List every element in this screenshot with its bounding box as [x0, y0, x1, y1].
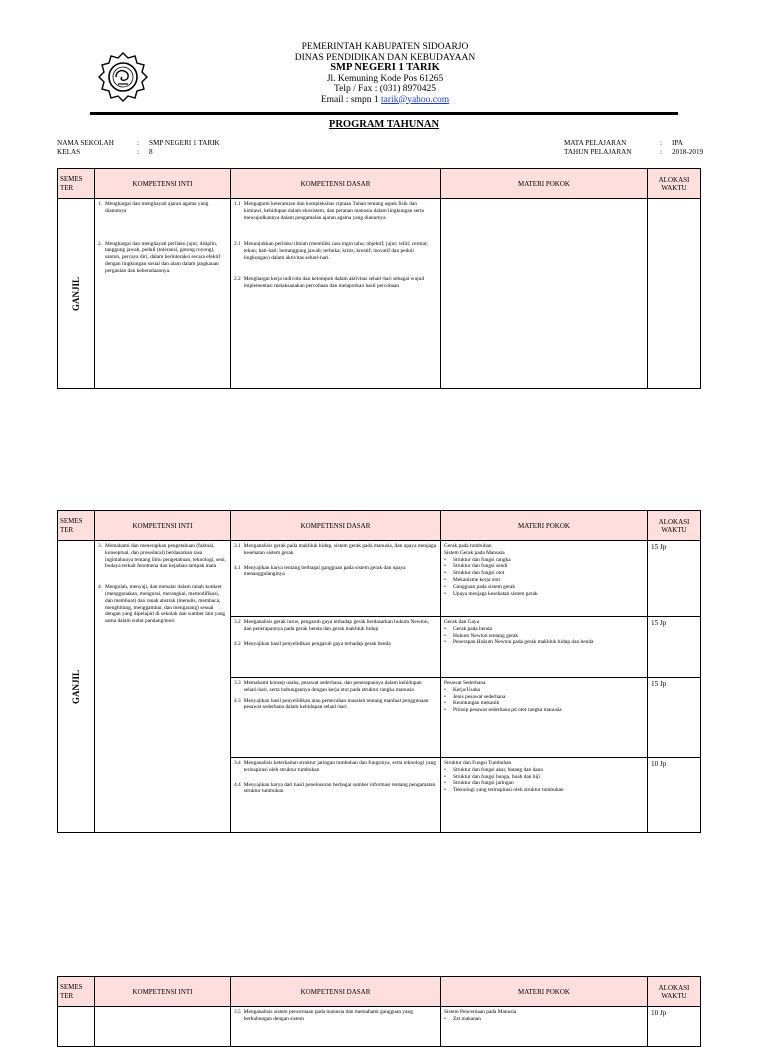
alokasi-cell: 15 Jp: [648, 617, 701, 678]
header-materi: MATERI POKOK: [441, 511, 648, 541]
kd-cell: [231, 541, 441, 617]
header-ki: KOMPETENSI INTI: [95, 977, 231, 1007]
kd-item: 4.2 Menyajikan hasil penyelidikan pengaruh gaya terhadap gerak benda: [234, 640, 391, 647]
materi-heading: Sistem Gerak pada Manusia: [444, 549, 505, 556]
materi-item: • Struktur dan fungsi akar, batang dan daun: [444, 766, 544, 773]
materi-item: • Struktur dan fungsi sendi: [444, 563, 508, 570]
meta-school-row: [57, 139, 220, 148]
meta-left: [57, 139, 220, 157]
kd-cell: [231, 1007, 441, 1047]
header-ki: KOMPETENSI INTI: [95, 169, 231, 199]
letterhead-school: SMP NEGERI 1 TARIK: [330, 62, 440, 73]
kd-item: 3.4 Menganalisis keterkaitan struktur jaringan tumbuhan dan fungsinya, serta teknologi yang terinspirasi oleh struktur tumbuhan: [234, 760, 436, 773]
kd-cell: [231, 758, 441, 833]
table-row: [58, 1007, 701, 1047]
kd-item: 1.1 Mengagumi keteraturan dan kompleksitas ciptaan Tuhan tentang aspek fisik dan kimiawi, kehidupan dalam ekosistem, dan peranan manusia dalam lingkungan serta mewujudkannya dalam pengamalan ajaran agama yang dianutnya: [234, 201, 424, 221]
ki-cell: [95, 199, 231, 389]
header-semester: SEMES TER: [58, 977, 95, 1007]
meta-class-label: KELAS: [57, 148, 81, 156]
meta-sep: :: [137, 139, 139, 147]
materi-item: • Hukum Newton tentang gerak: [444, 632, 519, 639]
meta-year-value: 2018-2019: [672, 148, 704, 156]
materi-item: • Penerapan Hukum Newton pada gerak makhluk hidup dan benda: [444, 639, 594, 646]
semester-cell: [58, 199, 95, 389]
meta-subject-row: [564, 139, 703, 148]
ki-item: 3. Memahami dan menerapkan pengetahuan (faktual, konseptual, dan prosedural) berdasarkan rasa ingintahunya tentang ilmu pengetahuan, teknologi, seni, budaya terkait fenomena dan kejadian tampak mata: [98, 543, 227, 570]
ki-item: 4. Mengolah, menyaji, dan menalar dalam ranah konkret (menggunakan, mengurai, merangkai, memodifikasi, dan membuat) dan ranah abstrak (menulis, membaca, menghitung, menggambar, dan mengarang) sesuai dengan yang dipelajari di sekolah dan sumber lain yang sama dalam sudut pandang/teori: [98, 584, 226, 625]
kd-item: 2.1 Menunjukkan perilaku ilmiah (memiliki rasa ingin tahu; objektif; jujur; teliti; cermat; tekun; hati-hati; bertanggung jawab; terbuka; kritis; kreatif; inovatif dan peduli lingkungan) dalam aktivitas sehari-hari.: [234, 241, 428, 261]
semester-cell: [58, 541, 95, 833]
meta-subject-value: IPA: [672, 139, 683, 147]
meta-right: [564, 139, 703, 157]
alokasi-cell: [648, 199, 701, 389]
semester-cell: [58, 1007, 95, 1047]
program-table-3: [57, 976, 701, 1047]
table-header-row: [58, 977, 701, 1007]
ki-cell: [95, 1007, 231, 1047]
regency-emblem-logo: [98, 52, 148, 102]
materi-heading: Pesawat Sederhana: [444, 680, 486, 686]
letterhead-divider: [90, 112, 678, 115]
table-row: [58, 541, 701, 617]
kd-item: 3.2 Menganalisis gerak lurus, pengaruh gaya terhadap gerak berdasarkan hukum Newton, dan penerapannya pada gerak benda dan gerak makhluk hidup: [234, 619, 429, 632]
alokasi-cell: 15 Jp: [648, 678, 701, 758]
materi-item: • Mekanisme kerja otot: [444, 576, 501, 583]
materi-item: • Kerja/Usaha: [444, 686, 480, 693]
header-semester: SEMES TER: [58, 511, 95, 541]
header-alokasi: ALOKASI WAKTU: [648, 977, 701, 1007]
materi-cell: [441, 758, 648, 833]
program-table-2: [57, 510, 701, 833]
materi-item: • Upaya menjaga kesehatan sistem gerak: [444, 590, 538, 597]
alokasi-cell: 10 Jp: [648, 758, 701, 833]
materi-item: • Prinsip pesawat sederhana pd otot rangka manusia: [444, 707, 562, 714]
meta-school-value: SMP NEGERI 1 TARIK: [149, 139, 220, 147]
meta-year-row: [564, 148, 703, 157]
alokasi-cell: 10 Jp: [648, 1007, 701, 1047]
meta-class-value: 8: [149, 148, 153, 156]
materi-heading: Struktur dan Fungsi Tumbuhan: [444, 760, 512, 766]
header-kd: KOMPETENSI DASAR: [231, 169, 441, 199]
kd-item: 4.1 Menyajikan karya tentang berbagai gangguan pada sistem gerak dan upaya menanggulanginya: [234, 564, 406, 578]
kd-cell: [231, 617, 441, 678]
letterhead-phone: Telp / Fax : (031) 8970425: [334, 84, 436, 94]
materi-item: • Keuntungan mekanik: [444, 700, 500, 707]
letterhead-address: Jl. Kemuning Kode Pos 61265: [326, 73, 444, 84]
meta-sep: :: [660, 148, 662, 156]
table-header-row: [58, 169, 701, 199]
materi-item: • Gerak pada benda: [444, 625, 492, 632]
kd-item: 4.4 Menyajikan karya dari hasil penelusuran berbagai sumber informasi tentang pengamatan struktur tumbuhan: [234, 781, 436, 795]
meta-school-label: NAMA SEKOLAH: [57, 139, 114, 147]
meta-sep: :: [660, 139, 662, 147]
table-header-row: [58, 511, 701, 541]
materi-item: • Struktur dan fungsi bunga, buah dan biji: [444, 773, 540, 780]
header-alokasi: ALOKASI WAKTU: [648, 169, 701, 199]
kd-item: 3.3 Memahami konsep usaha, pesawat sederhana, dan penerapannya dalam kehidupan sehari-hari, serta hubungannya dengan kerja otot pada struktur rangka manusia: [234, 680, 422, 693]
header-kd: KOMPETENSI DASAR: [231, 511, 441, 541]
semester-label: GANJIL: [71, 669, 81, 704]
materi-item: • Jenis pesawat sederhana: [444, 693, 506, 700]
kd-item: 4.3 Menyajikan hasil penyelidikan atau pemecahan masalah tentang manfaat penggunaan pesawat sederhana dalam kehidupan sehari-hari: [234, 697, 429, 711]
program-table-1: [57, 168, 701, 389]
email-link[interactable]: tarik@yahoo.com: [381, 94, 450, 105]
table-row: [58, 199, 701, 389]
materi-item: • Struktur dan fungsi jaringan: [444, 780, 514, 787]
materi-cell: [441, 617, 648, 678]
letterhead: [250, 42, 520, 105]
email-prefix: Email : smpn 1: [320, 94, 382, 105]
header-alokasi: ALOKASI WAKTU: [648, 511, 701, 541]
ki-item: 1. Menghargai dan menghayati ajaran agama yang dianutnya: [98, 201, 209, 214]
document-title: PROGRAM TAHUNAN: [328, 119, 440, 130]
materi-heading: Sistem Pencernaan pada Manusia: [444, 1009, 517, 1015]
materi-item: • Struktur dan fungsi rangka: [444, 556, 511, 563]
kd-item: 2.2 Menghargai kerja individu dan kelompok dalam aktivitas sehari-hari sebagai wujud implementasi melaksanakan percobaan dan melaporkan hasil percobaan: [234, 275, 425, 289]
letterhead-department: DINAS PENDIDIKAN DAN KEBUDAYAAN: [294, 52, 476, 63]
materi-item: • Gangguan pada sistem gerak: [444, 583, 516, 590]
letterhead-email: [250, 95, 520, 106]
materi-cell: [441, 678, 648, 758]
meta-sep: :: [137, 148, 139, 156]
kd-cell: [231, 678, 441, 758]
kd-item: 3.1 Menganalisis gerak pada makhluk hidup, sistem gerak pada manusia, dan upaya menjaga kesehatan sistem gerak: [234, 543, 437, 556]
header-materi: MATERI POKOK: [441, 977, 648, 1007]
letterhead-government: PEMERINTAH KABUPATEN SIDOARJO: [301, 42, 469, 52]
header-kd: KOMPETENSI DASAR: [231, 977, 441, 1007]
materi-heading: Gerak dan Gaya: [444, 619, 480, 625]
kd-cell: [231, 199, 441, 389]
header-ki: KOMPETENSI INTI: [95, 511, 231, 541]
materi-cell: [441, 541, 648, 617]
materi-heading: Gerak pada tumbuhan: [444, 543, 492, 549]
ki-item: 2. Menghargai dan menghayati perilaku jujur, disiplin, tanggung jawab, peduli (toleransi, gotong royong), santun, percaya diri, dalam berinteraksi secara efektif dengan lingkungan sosial dan alam dalam jangkauan pergaulan dan keberadaannya.: [98, 240, 221, 274]
meta-class-row: [57, 148, 220, 157]
header-materi: MATERI POKOK: [441, 169, 648, 199]
semester-label: GANJIL: [71, 276, 81, 311]
ki-cell: [95, 541, 231, 833]
materi-item: • Zat makanan: [444, 1015, 481, 1022]
materi-item: • Struktur dan fungsi otot: [444, 570, 505, 577]
alokasi-cell: 15 Jp: [648, 541, 701, 617]
meta-subject-label: MATA PELAJARAN: [564, 139, 627, 147]
kd-item: 3.5 Menganalisis sistem pencernaan pada manusia dan memahami gangguan yang berhubungan dengan sistem: [234, 1009, 413, 1022]
materi-cell: [441, 199, 648, 389]
materi-item: • Teknologi yang terinspirasi oleh struktur tumbuhan: [444, 787, 564, 794]
materi-cell: [441, 1007, 648, 1047]
meta-year-label: TAHUN PELAJARAN: [564, 148, 632, 156]
header-semester: SEMES TER: [58, 169, 95, 199]
